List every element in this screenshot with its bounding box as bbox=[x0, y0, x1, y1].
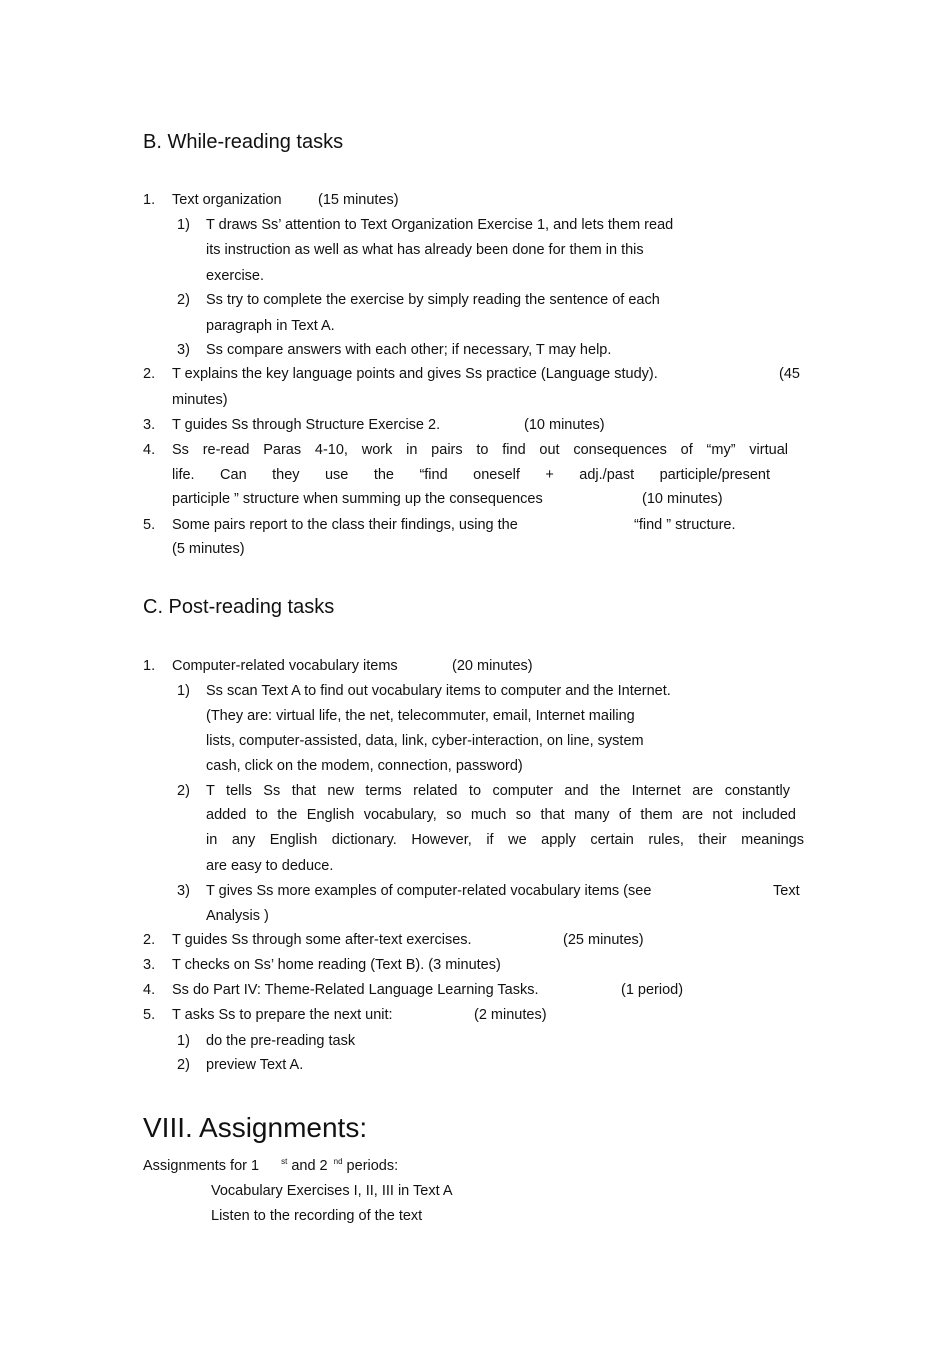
section-heading-viii: VIII. Assignments: bbox=[143, 1112, 368, 1143]
sublist-number: 2) bbox=[177, 783, 190, 799]
sublist-item-text: T draws Ss’ attention to Text Organization Exercise 1, and lets them read bbox=[206, 217, 674, 233]
list-item-text: life. Can they use the “find oneself + adj./past participle/present bbox=[172, 467, 770, 483]
list-item-text: T explains the key language points and gives Ss practice (Language study). bbox=[172, 366, 658, 382]
sublist-item-text: T gives Ss more examples of computer-related vocabulary items (see bbox=[206, 883, 652, 899]
list-item-text: T checks on Ss’ home reading (Text B). (3 minutes) bbox=[172, 957, 501, 973]
list-number: 2. bbox=[143, 932, 156, 948]
list-item-text: participle ” structure when summing up the consequences bbox=[172, 491, 543, 507]
assignments-intro-a: Assignments for 1 bbox=[143, 1158, 260, 1174]
list-item-text: Ss re-read Paras 4-10, work in pairs to find out consequences of “my” virtual bbox=[172, 442, 788, 458]
list-item-text: T guides Ss through Structure Exercise 2. bbox=[172, 417, 441, 433]
time-note: (10 minutes) bbox=[642, 491, 723, 507]
sublist-item-text: preview Text A. bbox=[206, 1057, 304, 1073]
assignment-item: Listen to the recording of the text bbox=[211, 1208, 423, 1224]
sublist-item-text: (They are: virtual life, the net, telecommuter, email, Internet mailing bbox=[206, 708, 635, 724]
sublist-item-text: paragraph in Text A. bbox=[206, 318, 335, 334]
sublist-item-text: Ss try to complete the exercise by simply reading the sentence of each bbox=[206, 292, 660, 308]
list-number: 4. bbox=[143, 982, 156, 998]
list-item-text: minutes) bbox=[172, 392, 228, 408]
list-number: 5. bbox=[143, 1007, 156, 1023]
ordinal-nd: nd bbox=[333, 1157, 343, 1166]
assignments-intro-b: and 2 bbox=[287, 1158, 328, 1174]
list-number: 5. bbox=[143, 517, 156, 533]
sublist-item-text: in any English dictionary. However, if we apply certain rules, their meanings bbox=[206, 832, 804, 848]
time-note: (15 minutes) bbox=[318, 192, 399, 208]
list-number: 2. bbox=[143, 366, 156, 382]
list-number: 1. bbox=[143, 192, 156, 208]
sublist-item-text: Ss compare answers with each other; if necessary, T may help. bbox=[206, 342, 612, 358]
sublist-item-text: do the pre-reading task bbox=[206, 1033, 356, 1049]
assignments-intro bbox=[143, 1157, 398, 1174]
sublist-item-text: exercise. bbox=[206, 268, 265, 284]
sublist-item-text: Text bbox=[773, 883, 800, 899]
sublist-number: 3) bbox=[177, 883, 190, 899]
section-heading-b: B. While-reading tasks bbox=[143, 131, 344, 153]
list-number: 4. bbox=[143, 442, 156, 458]
sublist-item-text: are easy to deduce. bbox=[206, 858, 334, 874]
sublist-item-text: its instruction as well as what has already been done for them in this bbox=[206, 242, 644, 258]
sublist-number: 1) bbox=[177, 217, 190, 233]
sublist-item-text: T tells Ss that new terms related to computer and the Internet are constantly bbox=[206, 783, 790, 799]
list-number: 1. bbox=[143, 658, 156, 674]
list-item-text: T asks Ss to prepare the next unit: bbox=[172, 1007, 393, 1023]
time-note: (2 minutes) bbox=[474, 1007, 547, 1023]
list-item-text: “find ” structure. bbox=[634, 517, 736, 533]
assignments-intro-c: periods: bbox=[342, 1158, 399, 1174]
list-item-text: Some pairs report to the class their findings, using the bbox=[172, 517, 518, 533]
sublist-number: 1) bbox=[177, 1033, 190, 1049]
sublist-number: 2) bbox=[177, 292, 190, 308]
list-number: 3. bbox=[143, 957, 156, 973]
time-note: (10 minutes) bbox=[524, 417, 605, 433]
sublist-item-text: Analysis ) bbox=[206, 908, 269, 924]
list-item-text: Text organization bbox=[172, 192, 282, 208]
sublist-number: 1) bbox=[177, 683, 190, 699]
time-note: (45 bbox=[779, 366, 800, 382]
list-item-text: T guides Ss through some after-text exercises. bbox=[172, 932, 472, 948]
sublist-item-text: Ss scan Text A to find out vocabulary items to computer and the Internet. bbox=[206, 683, 671, 699]
ordinal-st: st bbox=[281, 1157, 288, 1166]
time-note: (5 minutes) bbox=[172, 541, 245, 557]
section-heading-c: C. Post-reading tasks bbox=[143, 596, 335, 618]
sublist-item-text: cash, click on the modem, connection, password) bbox=[206, 758, 523, 774]
list-item-text: Ss do Part IV: Theme-Related Language Learning Tasks. bbox=[172, 982, 539, 998]
list-number: 3. bbox=[143, 417, 156, 433]
list-item-text: Computer-related vocabulary items bbox=[172, 658, 398, 674]
sublist-number: 2) bbox=[177, 1057, 190, 1073]
sublist-number: 3) bbox=[177, 342, 190, 358]
time-note: (1 period) bbox=[621, 982, 684, 998]
sublist-item-text: added to the English vocabulary, so much so that many of them are not included bbox=[206, 807, 796, 823]
time-note: (20 minutes) bbox=[452, 658, 533, 674]
assignment-item: Vocabulary Exercises I, II, III in Text A bbox=[211, 1183, 453, 1199]
sublist-item-text: lists, computer-assisted, data, link, cyber-interaction, on line, system bbox=[206, 733, 644, 749]
time-note: (25 minutes) bbox=[563, 932, 644, 948]
